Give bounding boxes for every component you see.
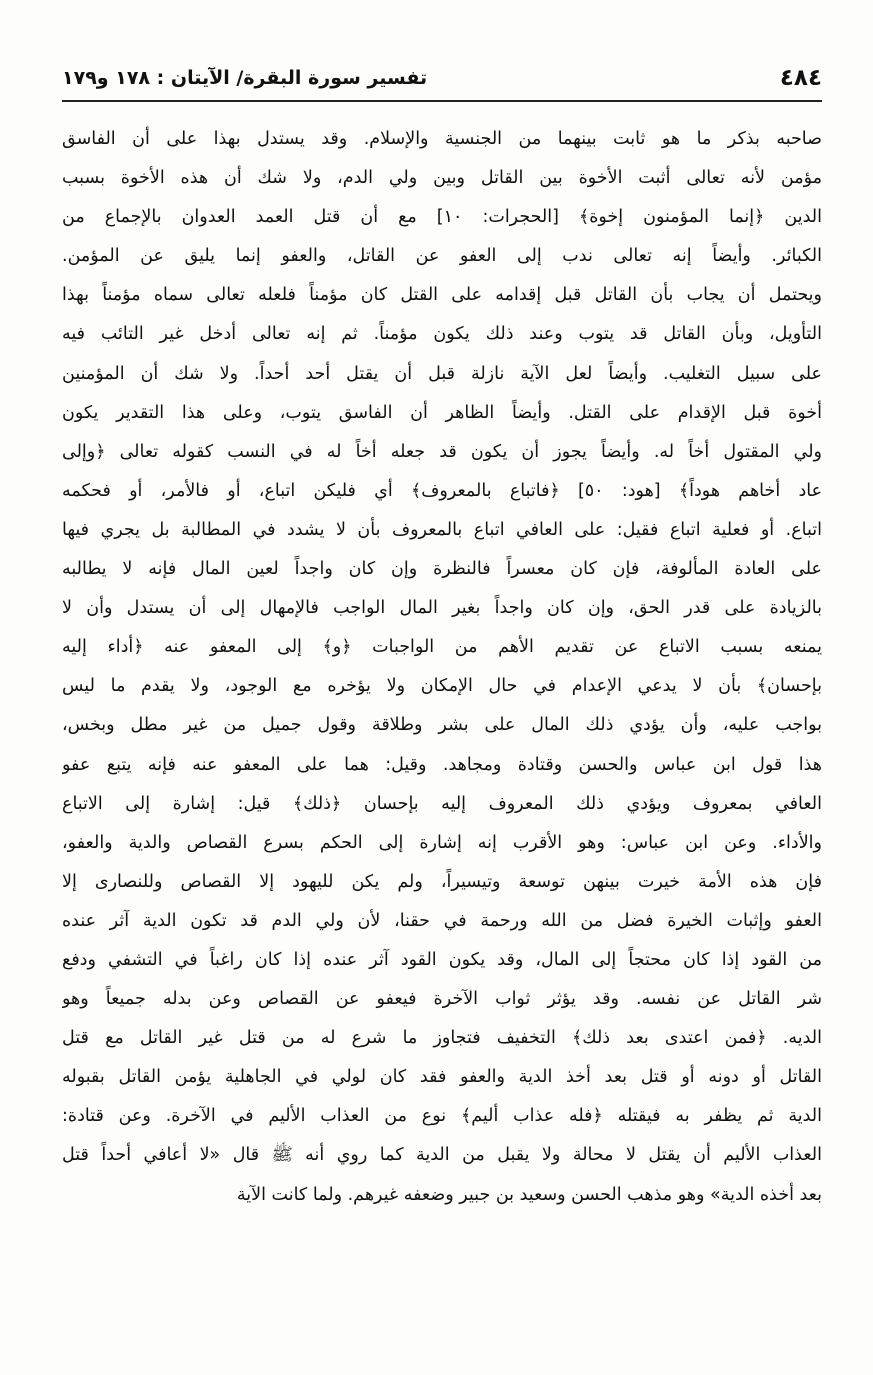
text-line: مؤمن لأنه تعالى أثبت الأخوة بين القاتل وبين ولي الدم، ولا شك أن هذه الأخوة بسبب — [62, 168, 822, 189]
text-line: على سبيل التغليب. وأيضاً لعل الآية نازلة قبل أن يقتل أحد أحداً. ولا شك أن المؤمنين — [62, 363, 822, 384]
text-line: بواجب عليه، وأن يؤدي ذلك المال على بشر وطلاقة وقول جميل من غير مطل وبخس، — [62, 715, 822, 736]
page-header — [62, 60, 822, 96]
body-text — [62, 120, 822, 1215]
text-line: العفو وإثبات الخيرة فضل من الله ورحمة في حقنا، لأن ولي الدم قد تكون الدية آثر عنده — [62, 910, 822, 931]
text-line: التأويل، وبأن القاتل قد يتوب وعند ذلك يكون مؤمناً. ثم إنه تعالى أدخل غير التائب فيه — [62, 324, 822, 345]
text-line: الدية ثم يظفر به فيقتله ﴿فله عذاب أليم﴾ نوع من العذاب الأليم في الآخرة. وعن قتادة: — [62, 1106, 822, 1127]
text-line: عاد أخاهم هوداً﴾ [هود: ٥٠] ﴿فاتباع بالمعروف﴾ أي فليكن اتباع، أو فالأمر، أو فحكمه — [62, 480, 822, 501]
text-line: بعد أخذه الدية» وهو مذهب الحسن وسعيد بن جبير وضعفه غيرهم. ولما كانت الآية — [236, 1184, 822, 1205]
text-line: القاتل أو دونه أو قتل بعد أخذ الدية والعفو فقد كان لولي في الجاهلية يؤمن القاتل بقبوله — [62, 1067, 822, 1088]
header-rule — [62, 100, 822, 102]
text-line: اتباع. أو فعلية اتباع فقيل: على العافي اتباع بالمعروف بأن لا يشدد في المطالبة بل يجري فيها — [62, 519, 822, 540]
text-line: أخوة قبل الإقدام على القتل. وأيضاً الظاهر أن الفاسق يتوب، وعلى هذا التقدير يكون — [62, 402, 822, 423]
text-line: بإحسان﴾ بأن لا يدعي الإعدام في حال الإمكان ولا يؤخره مع الوجود، ولا يقدم ما ليس — [62, 676, 822, 697]
text-line: شر القاتل عن نفسه. وقد يؤثر ثواب الآخرة فيعفو عن القصاص وعن بدله جميعاً وهو — [62, 989, 822, 1010]
text-line: فإن هذه الأمة خيرت بينهن توسعة وتيسيراً، ولم يكن لليهود إلا القصاص وللنصارى إلا — [62, 871, 822, 892]
text-line: من القود إذا كان محتجاً إلى المال، وقد يكون القود آثر عنده إذا كان راغباً في التشفي ودفع — [62, 949, 822, 970]
text-line: صاحبه بذكر ما هو ثابت بينهما من الجنسية والإسلام. وقد يستدل بهذا على أن الفاسق — [62, 129, 822, 149]
text-line: الدين ﴿إنما المؤمنون إخوة﴾ [الحجرات: ١٠] مع أن قتل العمد العدوان بالإجماع من — [62, 207, 822, 228]
text-line: والأداء. وعن ابن عباس: وهو الأقرب إنه إشارة إلى الحكم بسرع القصاص والدية والعفو، — [62, 832, 822, 853]
text-line: ولي المقتول أخاً له. وأيضاً يجوز أن يكون قد جعله أخاً له في النسب كقوله تعالى ﴿وإلى — [62, 441, 822, 462]
page-number: ٤٨٤ — [779, 65, 822, 91]
text-line: على العادة المألوفة، فإن كان معسراً فالنظرة وإن كان واجداً لعين المال فإنه لا يطالبه — [62, 559, 822, 580]
text-line: ويحتمل أن يجاب بأن القاتل قبل إقدامه على القتل كان مؤمناً فلعله تعالى سماه مؤمناً بهذا — [62, 285, 822, 306]
text-line: العافي بمعروف ويؤدي ذلك المعروف إليه بإحسان ﴿ذلك﴾ قيل: إشارة إلى الاتباع — [62, 793, 822, 814]
running-title: تفسير سورة البقرة/ الآيتان : ١٧٨ و١٧٩ — [62, 67, 428, 89]
text-line: هذا قول ابن عباس والحسن وقتادة ومجاهد. وقيل: هما على المعفو عنه فإنه يتبع عفو — [62, 754, 822, 775]
text-line: بالزيادة على قدر الحق، وإن كان واجداً بغير المال الواجب فالإمهال إلى أن يستدل وأن لا — [62, 598, 822, 619]
text-line: الكبائر. وأيضاً إنه تعالى ندب إلى العفو عن القاتل، والعفو إنما يليق عن المؤمن. — [62, 246, 822, 267]
text-line: العذاب الأليم أن يقتل لا محالة ولا يقبل من الدية كما روي أنه ﷺ قال «لا أعافي أحداً قتل — [62, 1145, 822, 1166]
text-line: يمنعه بسبب الاتباع عن تقديم الأهم من الواجبات ﴿و﴾ إلى المعفو عنه ﴿أداء إليه — [62, 637, 822, 658]
text-line: الديه. ﴿فمن اعتدى بعد ذلك﴾ التخفيف فتجاوز ما شرع له من قتل غير القاتل مع قتل — [62, 1028, 822, 1049]
